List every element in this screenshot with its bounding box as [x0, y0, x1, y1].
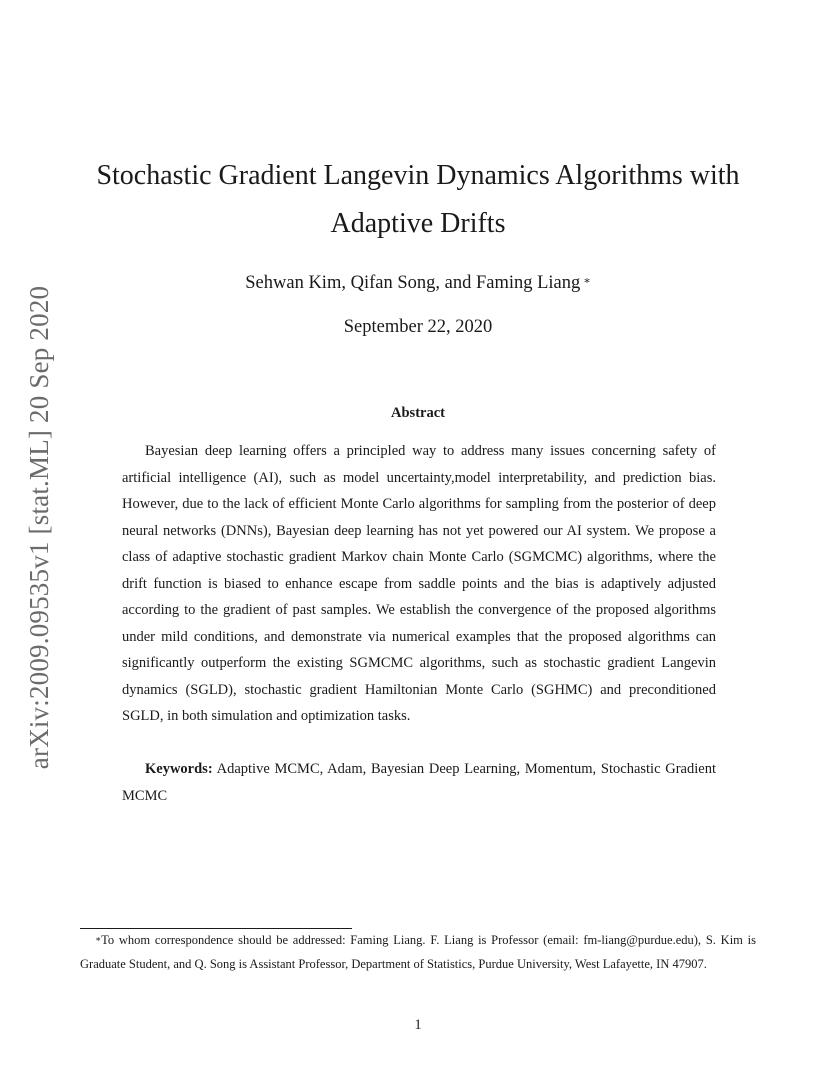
title-line-2: Adaptive Drifts	[330, 208, 506, 239]
footnote-text: To whom correspondence should be addressed: Faming Liang. F. Liang is Professor (email: fm-liang@purdue.edu), S. Kim is Graduate Student, and Q. Song is Assistant Professor, Department of Statistics, Purdue University, West Lafayette, IN 47907.	[80, 933, 756, 971]
paper-title	[80, 152, 756, 248]
authors-text: Sehwan Kim, Qifan Song, and Faming Liang	[245, 273, 581, 293]
paper-date: September 22, 2020	[343, 317, 493, 337]
footnote-mark: ∗	[95, 934, 102, 944]
keywords-text: Adaptive MCMC, Adam, Bayesian Deep Learning, Momentum, Stochastic Gradient MCMC	[122, 761, 716, 804]
keywords-paragraph	[122, 756, 716, 809]
arxiv-sidebar	[16, 282, 64, 772]
abstract-heading: Abstract	[391, 405, 445, 421]
page-number: 1	[414, 1017, 422, 1033]
author-footnote-mark: ∗	[583, 275, 591, 287]
abstract-body: Bayesian deep learning offers a principled way to address many issues concerning safety of artificial intelligence (AI), such as model uncertainty,model interpretability, and prediction bias. However, due to the lack of efficient Monte Carlo algorithms for sampling from the posterior of deep neural networks (DNNs), Bayesian deep learning has not yet powered our AI system. We propose a class of adaptive stochastic gradient Markov chain Monte Carlo (SGMCMC) algorithms, where the drift function is biased to enhance escape from saddle points and the bias is adaptively adjusted according to the gradient of past samples. We establish the convergence of the proposed algorithms under mild conditions, and demonstrate via numerical examples that the proposed algorithms can significantly outperform the existing SGMCMC algorithms, such as stochastic gradient Langevin dynamics (SGLD), stochastic gradient Hamiltonian Monte Carlo (SGHMC) and preconditioned SGLD, in both simulation and optimization tasks.	[122, 443, 716, 724]
keywords-label: Keywords:	[145, 761, 213, 777]
author-list	[80, 270, 756, 296]
title-line-1: Stochastic Gradient Langevin Dynamics Algorithms with	[96, 160, 740, 191]
footnote	[80, 929, 756, 976]
arxiv-identifier: arXiv:2009.09535v1 [stat.ML] 20 Sep 2020	[24, 285, 55, 769]
